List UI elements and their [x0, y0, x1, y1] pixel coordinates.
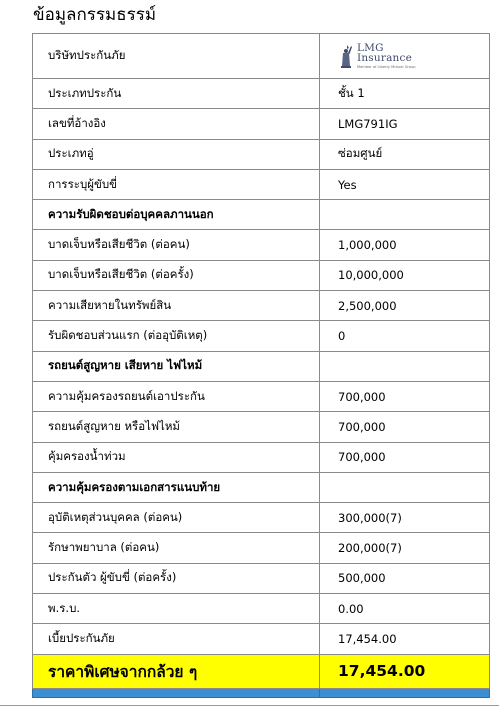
row-label: คุ้มครองน้ำท่วม	[33, 442, 320, 472]
logo-name-line1: LMG	[357, 41, 384, 54]
row-label: การระบุผู้ขับขี่	[33, 169, 320, 199]
special-price-row	[33, 654, 490, 688]
row-label: บริษัทประกันภัย	[33, 34, 320, 79]
table-row	[33, 79, 490, 109]
row-value: ซ่อมศูนย์	[320, 139, 490, 169]
table-row	[33, 169, 490, 199]
table-row	[33, 321, 490, 351]
footer-bar-row	[33, 688, 490, 697]
row-value: 17,454.00	[320, 624, 490, 654]
section-title: รถยนต์สูญหาย เสียหาย ไฟไหม้	[33, 351, 320, 381]
table-row	[33, 412, 490, 442]
logo-tagline: Member of Liberty Mutual Group	[357, 64, 416, 69]
table-row	[33, 624, 490, 654]
table-row	[33, 533, 490, 563]
row-label: ประกันตัว ผู้ขับขี่ (ต่อครั้ง)	[33, 563, 320, 593]
table-row	[33, 563, 490, 593]
table-row	[33, 260, 490, 290]
table-row-insurer	[33, 34, 490, 79]
section-header-row	[33, 351, 490, 381]
row-label: เลขที่อ้างอิง	[33, 109, 320, 139]
table-row	[33, 503, 490, 533]
row-value	[320, 472, 490, 502]
row-value: 10,000,000	[320, 260, 490, 290]
table-row	[33, 109, 490, 139]
footer-bar-cell	[33, 688, 320, 697]
row-label: รถยนต์สูญหาย หรือไฟไหม้	[33, 412, 320, 442]
row-value: 0.00	[320, 594, 490, 624]
row-value: 300,000(7)	[320, 503, 490, 533]
row-value: Yes	[320, 169, 490, 199]
row-value: 700,000	[320, 412, 490, 442]
table-row	[33, 442, 490, 472]
row-label: ประเภทประกัน	[33, 79, 320, 109]
row-value: 200,000(7)	[320, 533, 490, 563]
policy-details-table	[32, 33, 490, 698]
row-value: LMG791IG	[320, 109, 490, 139]
row-label: พ.ร.บ.	[33, 594, 320, 624]
row-value: 700,000	[320, 442, 490, 472]
row-label: บาดเจ็บหรือเสียชีวิต (ต่อครั้ง)	[33, 260, 320, 290]
section-title: ความรับผิดชอบต่อบุคคลภานนอก	[33, 200, 320, 230]
row-label: อุบัติเหตุส่วนบุคคล (ต่อคน)	[33, 503, 320, 533]
row-value	[320, 351, 490, 381]
row-value: 1,000,000	[320, 230, 490, 260]
row-label: รักษาพยาบาล (ต่อคน)	[33, 533, 320, 563]
section-title: ความคุ้มครองตามเอกสารแนบท้าย	[33, 472, 320, 502]
bottom-divider	[0, 705, 499, 706]
row-value: 0	[320, 321, 490, 351]
special-price-value: 17,454.00	[320, 654, 490, 688]
row-label: ประเภทอู่	[33, 139, 320, 169]
row-label: เบี้ยประกันภัย	[33, 624, 320, 654]
section-header-row	[33, 472, 490, 502]
table-row	[33, 230, 490, 260]
page-title: ข้อมูลกรรมธรรม์	[33, 5, 157, 25]
row-label: ความคุ้มครองรถยนต์เอาประกัน	[33, 381, 320, 411]
row-value	[320, 200, 490, 230]
row-value: 500,000	[320, 563, 490, 593]
insurer-logo-cell	[320, 34, 490, 79]
row-label: รับผิดชอบส่วนแรก (ต่ออุบัติเหตุ)	[33, 321, 320, 351]
statue-of-liberty-icon	[338, 44, 354, 68]
row-value: ชั้น 1	[320, 79, 490, 109]
row-label: ความเสียหายในทรัพย์สิน	[33, 291, 320, 321]
footer-bar-cell	[320, 688, 490, 697]
section-header-row	[33, 200, 490, 230]
row-label: บาดเจ็บหรือเสียชีวิต (ต่อคน)	[33, 230, 320, 260]
table-row	[33, 291, 490, 321]
table-row	[33, 381, 490, 411]
special-price-label: ราคาพิเศษจากกล้วย ๆ	[33, 654, 320, 688]
logo-name-line2: Insurance	[357, 52, 412, 65]
table-row	[33, 594, 490, 624]
table-row	[33, 139, 490, 169]
row-value: 700,000	[320, 381, 490, 411]
insurer-logo	[338, 43, 489, 70]
row-value: 2,500,000	[320, 291, 490, 321]
